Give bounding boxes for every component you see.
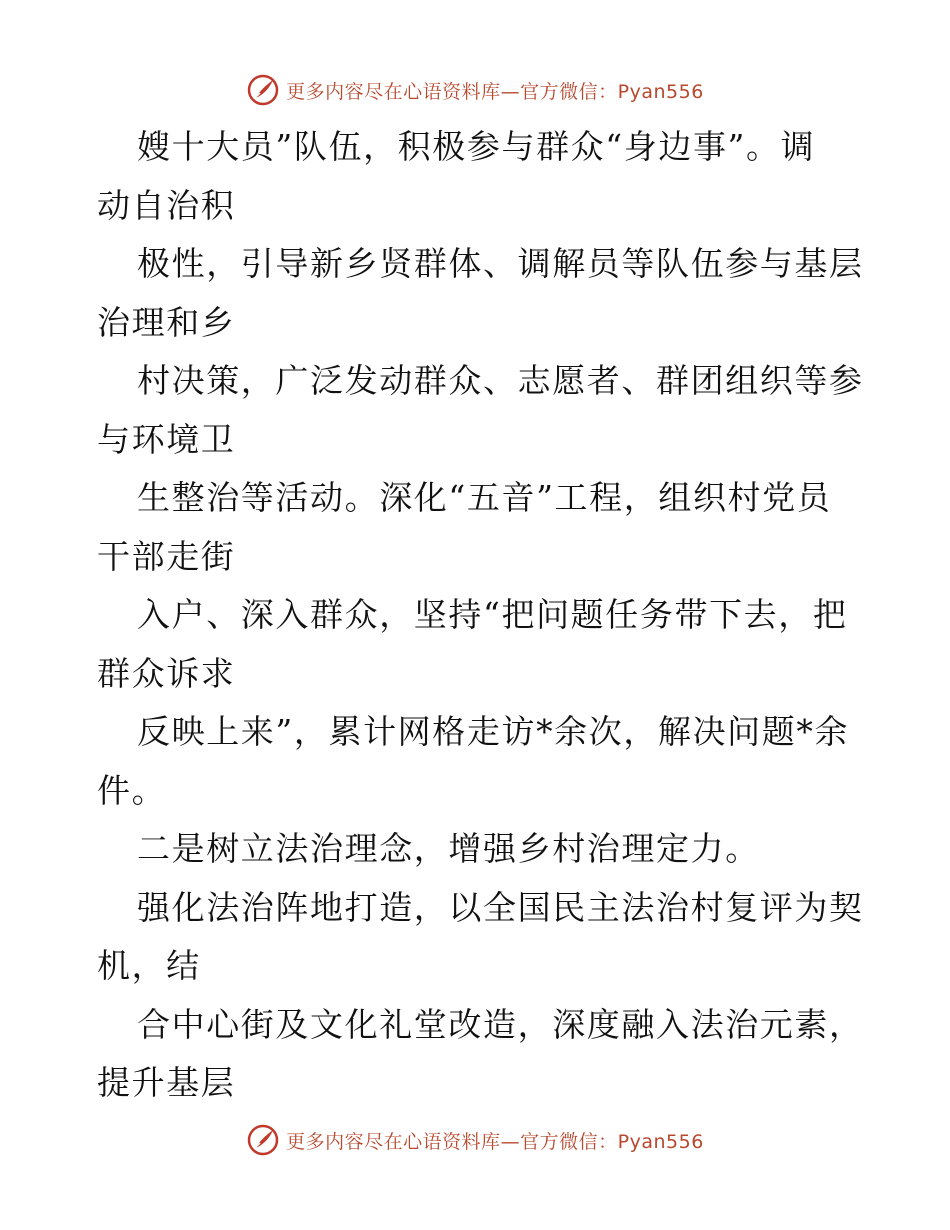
text-line: 村决策，广泛发动群众、志愿者、群团组织等参 — [137, 361, 864, 400]
header-banner-text: 更多内容尽在心语资料库—官方微信：Pyan556 — [286, 80, 704, 103]
text-line: 机，结 — [97, 946, 201, 985]
section-heading-line: 二是树立法治理念，增强乡村治理定力。 — [137, 829, 760, 868]
text-line: 生整治等活动。深化“五音”工程，组织村党员 — [137, 478, 832, 517]
text-line: 嫂十大员”队伍，积极参与群众“身边事”。调 — [137, 127, 816, 166]
header-banner — [0, 70, 950, 110]
text-line: 反映上来”，累计网格走访*余次，解决问题*余 — [137, 712, 850, 751]
text-line: 强化法治阵地打造，以全国民主法治村复评为契 — [137, 887, 864, 927]
text-line: 与环境卫 — [97, 419, 236, 459]
text-line: 提升基层 — [97, 1063, 236, 1102]
text-line: 入户、深入群众，坚持“把问题任务带下去，把 — [137, 595, 848, 634]
text-line: 件。 — [97, 770, 167, 810]
footer-banner-text: 更多内容尽在心语资料库—官方微信：Pyan556 — [286, 1130, 704, 1153]
feather-quill-logo-icon — [246, 1123, 280, 1157]
footer-banner — [0, 1120, 950, 1160]
document-body — [97, 118, 864, 1113]
text-line: 合中心街及文化礼堂改造，深度融入法治元素， — [137, 1004, 864, 1044]
text-line: 干部走街 — [97, 536, 236, 576]
text-line: 动自治积 — [97, 185, 236, 225]
text-line: 治理和乡 — [97, 302, 236, 342]
text-line: 极性，引导新乡贤群体、调解员等队伍参与基层 — [137, 244, 864, 283]
text-line: 群众诉求 — [97, 653, 236, 693]
feather-quill-logo-icon — [246, 73, 280, 107]
